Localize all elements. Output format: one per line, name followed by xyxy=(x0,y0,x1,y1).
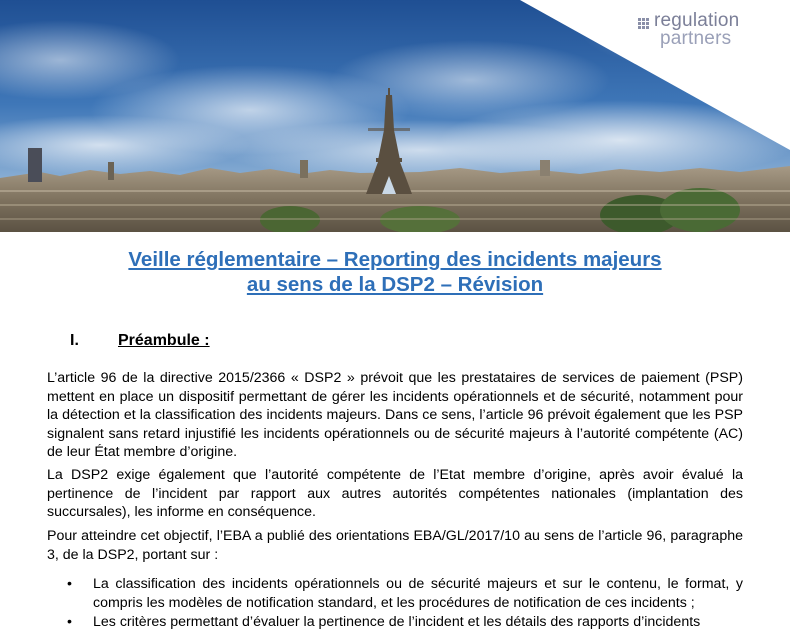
bullet-icon: • xyxy=(67,576,72,592)
title-line-2: au sens de la DSP2 – Révision xyxy=(246,273,544,296)
section-number: I. xyxy=(70,332,79,349)
list-item xyxy=(47,575,743,612)
paragraph-1: L’article 96 de la directive 2015/2366 « DSP2 » prévoit que les prestataires de services de paiement (PSP) mettent en place un dispositif permettant de gérer les incidents opérationnels et de sécurité, notamment pour la détection et la classification des incidents majeurs. Dans ce sens, l’article 96 prévoit également que les PSP signalent sans retard injustifié les incidents opérationnels ou de sécurité majeurs à l’autorité compétente (AC) de leur État membre d’origine. xyxy=(47,370,743,460)
header-banner xyxy=(0,0,790,232)
regulation-partners-logo xyxy=(638,10,788,52)
logo-text-partners: partners xyxy=(660,28,732,49)
bullet-list xyxy=(47,575,743,633)
list-item-text: Les critères permettant d’évaluer la pertinence de l’incident et les détails des rapports d’incidents xyxy=(93,614,701,630)
document-title xyxy=(0,247,790,297)
logo-grid-icon xyxy=(638,18,650,30)
paragraph-2: La DSP2 exige également que l’autorité compétente de l’Etat membre d’origine, après avoir évalué la pertinence de l’incident par rapport aux autres autorités compétentes nationales (implantation des succursales), les informe en conséquence. xyxy=(47,467,743,520)
section-label: Préambule : xyxy=(118,332,210,349)
bullet-icon: • xyxy=(67,614,72,630)
title-line-1: Veille réglementaire – Reporting des incidents majeurs xyxy=(128,248,662,271)
list-item xyxy=(47,613,743,632)
list-item-text: La classification des incidents opérationnels ou de sécurité majeurs et sur le contenu, le format, y compris les modèles de notification standard, et les procédures de notification de ces incidents ; xyxy=(93,576,743,611)
paragraph-3: Pour atteindre cet objectif, l’EBA a publié des orientations EBA/GL/2017/10 au sens de l’article 96, paragraphe 3, de la DSP2, portant sur : xyxy=(47,528,743,563)
logo-text-regulation: regulation xyxy=(654,10,740,31)
